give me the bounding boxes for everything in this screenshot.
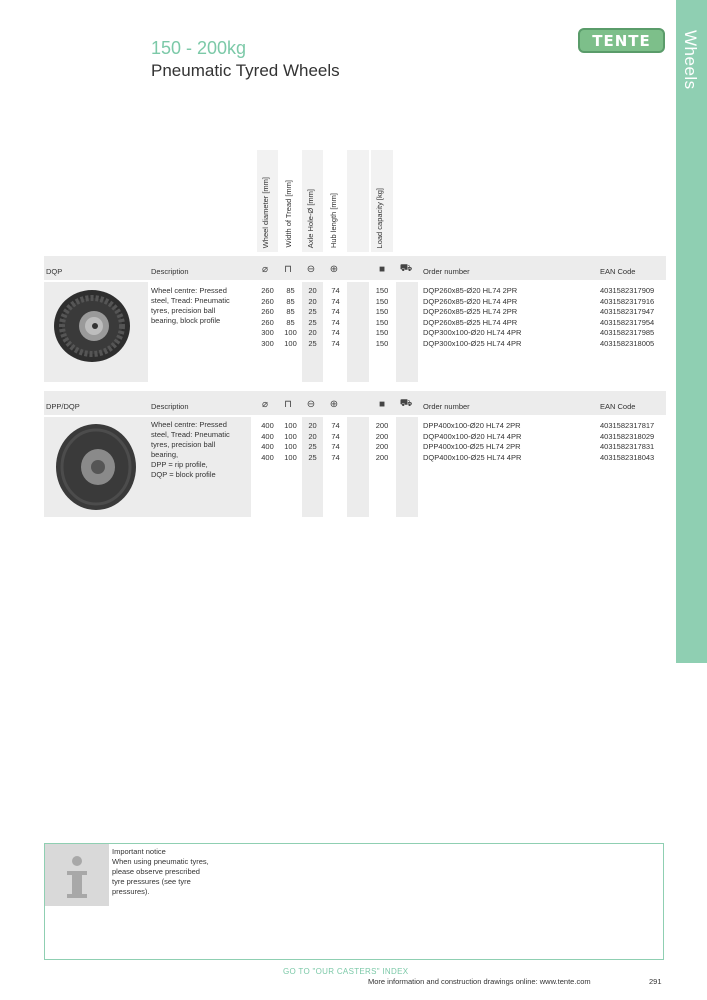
side-tab	[676, 0, 707, 663]
section-code: DQP	[46, 267, 63, 276]
cell-order-number: DQP300x100-Ø25 HL74 4PR	[423, 338, 522, 348]
hub-length-icon: ⊕	[329, 263, 339, 275]
cell-axle-hole: 25	[308, 338, 317, 348]
cell-tread-width: 85	[286, 317, 295, 327]
info-icon	[45, 844, 109, 906]
cell-axle-hole: 25	[308, 452, 317, 462]
cell-hub-length: 74	[331, 442, 340, 451]
col-bg	[396, 282, 418, 382]
cell-wheel-diameter: 260	[261, 286, 274, 295]
cell-ean-code: 4031582317985	[600, 328, 655, 337]
col-bg	[396, 417, 418, 517]
colhead-axle-hole: Axle Hole-Ø [mm]	[306, 188, 315, 248]
cell-tread-width: 85	[286, 296, 295, 306]
logo-text: TENTE	[592, 31, 651, 50]
cell-tread-width: 100	[284, 421, 297, 430]
cell-load-capacity: 150	[375, 317, 389, 327]
tread-width-icon: ⊓	[284, 263, 292, 275]
trolley-icon: ⛟	[399, 397, 413, 409]
tread-width-icon: ⊓	[284, 398, 292, 410]
cell-load-capacity: 150	[375, 286, 389, 295]
cell-hub-length: 74	[331, 307, 340, 316]
cell-load-capacity: 200	[375, 442, 389, 451]
cell-order-number: DQP300x100-Ø20 HL74 4PR	[423, 328, 522, 337]
cell-hub-length: 74	[331, 296, 340, 306]
cell-load-capacity: 200	[375, 421, 389, 430]
notice-title: Important notice	[112, 847, 166, 856]
ean-code-label: EAN Code	[600, 402, 636, 411]
section-header-dpp-dqp	[44, 391, 666, 415]
cell-axle-hole: 25	[308, 307, 317, 316]
cell-load-capacity: 150	[375, 307, 389, 316]
wheel-diameter-icon: ⌀	[261, 263, 269, 275]
cell-hub-length: 74	[331, 452, 340, 462]
colhead-tread-width: Width of Tread [mm]	[284, 180, 293, 248]
cell-hub-length: 74	[331, 317, 340, 327]
cell-tread-width: 100	[284, 452, 297, 462]
axle-hole-icon: ⊖	[306, 398, 316, 410]
cell-tread-width: 85	[286, 307, 295, 316]
cell-ean-code: 4031582318043	[600, 452, 655, 462]
cell-ean-code: 4031582317831	[600, 442, 655, 451]
cell-tread-width: 100	[284, 431, 297, 441]
cell-wheel-diameter: 400	[261, 452, 274, 462]
section-header-dqp	[44, 256, 666, 280]
product-description: Wheel centre: Pressed steel, Tread: Pneumatic tyres, precision ball bearing, DPP = rip profile, DQP = block profile	[151, 420, 230, 479]
order-number-label: Order number	[423, 402, 470, 411]
page-subtitle: 150 - 200kg	[151, 38, 247, 58]
wheel-image-dpp-dqp	[50, 420, 146, 514]
cell-wheel-diameter: 260	[261, 317, 274, 327]
cell-tread-width: 100	[284, 338, 297, 348]
cell-wheel-diameter: 300	[261, 338, 274, 348]
cell-order-number: DQP400x100-Ø20 HL74 4PR	[423, 431, 522, 441]
cell-order-number: DQP260x85-Ø25 HL74 4PR	[423, 317, 518, 327]
col-bg	[347, 282, 369, 382]
cell-axle-hole: 20	[308, 296, 317, 306]
cell-axle-hole: 20	[308, 421, 317, 430]
cell-order-number: DQP400x100-Ø25 HL74 4PR	[423, 452, 522, 462]
hub-length-icon: ⊕	[329, 398, 339, 410]
description-label: Description	[151, 267, 189, 276]
load-weight-icon: ■	[378, 398, 386, 410]
cell-axle-hole: 20	[308, 328, 317, 337]
side-tab-label: Wheels	[681, 30, 700, 90]
cell-hub-length: 74	[331, 431, 340, 441]
cell-order-number: DPP400x100-Ø25 HL74 2PR	[423, 442, 521, 451]
cell-axle-hole: 25	[308, 442, 317, 451]
page-title: Pneumatic Tyred Wheels	[151, 61, 340, 80]
col-bg	[347, 150, 369, 252]
cell-wheel-diameter: 400	[261, 431, 274, 441]
order-number-label: Order number	[423, 267, 470, 276]
cell-hub-length: 74	[331, 338, 340, 348]
cell-tread-width: 100	[284, 442, 297, 451]
cell-wheel-diameter: 260	[261, 307, 274, 316]
col-bg	[347, 417, 369, 517]
cell-ean-code: 4031582317954	[600, 317, 655, 327]
cell-order-number: DQP260x85-Ø25 HL74 2PR	[423, 307, 518, 316]
load-weight-icon: ■	[378, 263, 386, 275]
cell-ean-code: 4031582317817	[600, 421, 655, 430]
cell-wheel-diameter: 300	[261, 328, 274, 337]
casters-index-link[interactable]: GO TO "OUR CASTERS" INDEX	[283, 967, 409, 976]
cell-axle-hole: 20	[308, 286, 317, 295]
cell-tread-width: 100	[284, 328, 297, 337]
colhead-hub-length: Hub length [mm]	[329, 192, 338, 248]
cell-hub-length: 74	[331, 286, 340, 295]
product-description: Wheel centre: Pressed steel, Tread: Pneumatic tyres, precision ball bearing, block profile	[151, 286, 230, 325]
cell-wheel-diameter: 400	[261, 421, 274, 430]
axle-hole-icon: ⊖	[306, 263, 316, 275]
section-code: DPP/DQP	[46, 402, 80, 411]
ean-code-label: EAN Code	[600, 267, 636, 276]
cell-ean-code: 4031582317916	[600, 296, 655, 306]
cell-hub-length: 74	[331, 421, 340, 430]
important-notice	[44, 843, 664, 960]
cell-load-capacity: 200	[375, 431, 389, 441]
cell-order-number: DPP400x100-Ø20 HL74 2PR	[423, 421, 521, 430]
cell-order-number: DQP260x85-Ø20 HL74 2PR	[423, 286, 518, 295]
cell-load-capacity: 150	[375, 338, 389, 348]
footer-info: More information and construction drawings online: www.tente.com	[368, 977, 591, 986]
description-label: Description	[151, 402, 189, 411]
cell-wheel-diameter: 260	[261, 296, 274, 306]
colhead-load-capacity: Load capacity [kg]	[375, 187, 384, 248]
cell-axle-hole: 25	[308, 317, 317, 327]
cell-ean-code: 4031582317947	[600, 307, 655, 316]
cell-axle-hole: 20	[308, 431, 317, 441]
wheel-diameter-icon: ⌀	[261, 398, 269, 410]
cell-hub-length: 74	[331, 328, 340, 337]
cell-load-capacity: 150	[375, 296, 389, 306]
cell-load-capacity: 200	[375, 452, 389, 462]
cell-tread-width: 85	[286, 286, 295, 295]
trolley-icon: ⛟	[399, 262, 413, 274]
colhead-wheel-diameter: Wheel diameter [mm]	[261, 176, 270, 248]
cell-ean-code: 4031582317909	[600, 286, 655, 295]
cell-ean-code: 4031582318029	[600, 431, 655, 441]
cell-order-number: DQP260x85-Ø20 HL74 4PR	[423, 296, 518, 306]
page-number: 291	[649, 977, 662, 986]
wheel-image-dqp	[48, 286, 144, 366]
cell-wheel-diameter: 400	[261, 442, 274, 451]
notice-text: When using pneumatic tyres, please observe prescribed tyre pressures (see tyre pressures).	[112, 857, 209, 896]
cell-ean-code: 4031582318005	[600, 338, 655, 348]
cell-load-capacity: 150	[375, 328, 389, 337]
tente-logo	[578, 28, 665, 53]
